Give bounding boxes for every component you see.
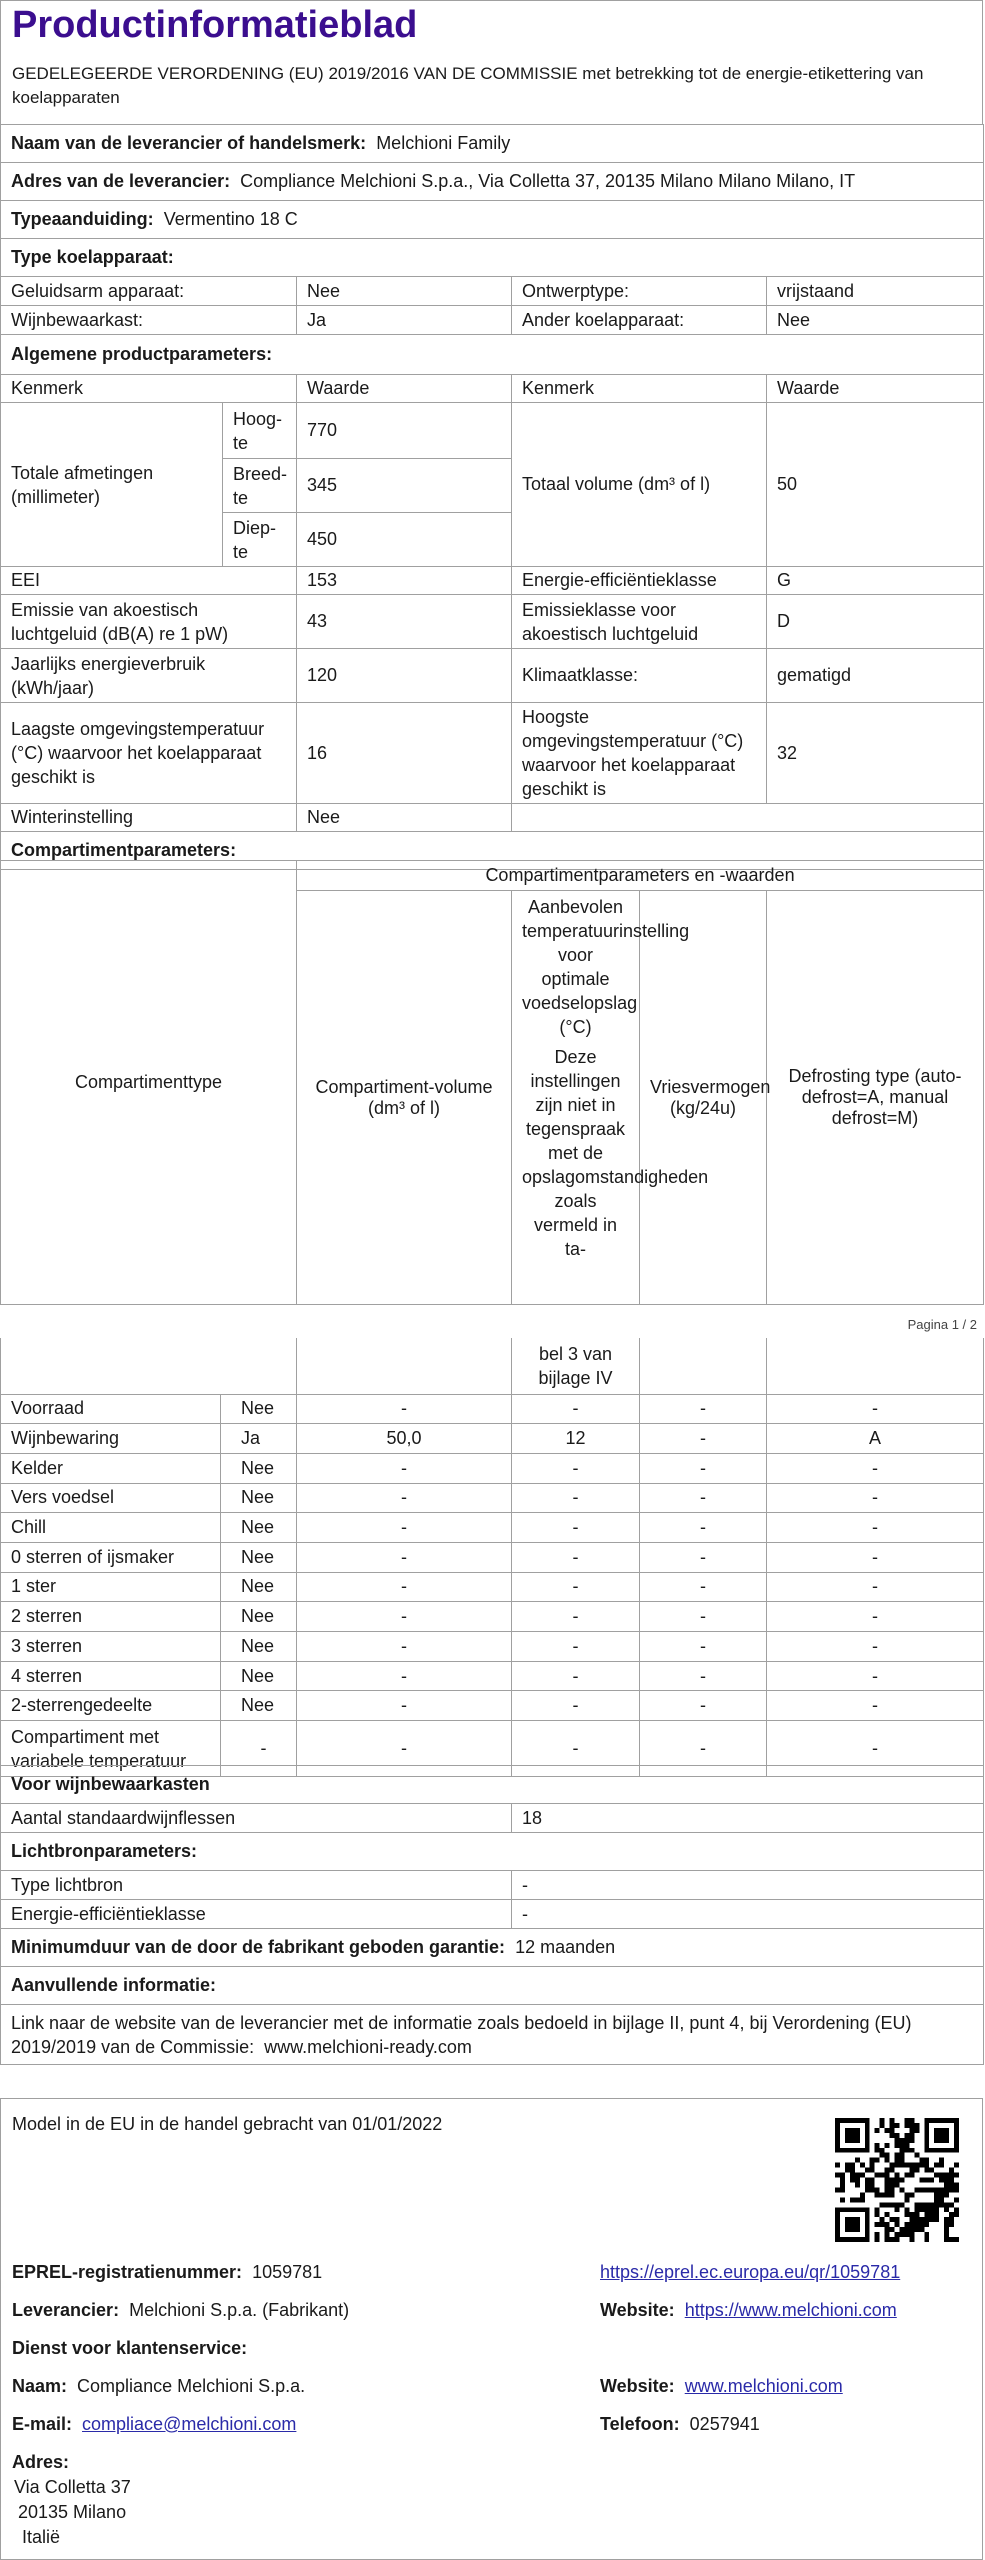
service-website-link[interactable]: www.melchioni.com	[684, 2376, 843, 2396]
model-row: Typeaanduiding: Vermentino 18 C	[1, 201, 984, 239]
compartment-table	[0, 1338, 984, 1777]
compartment-cell: -	[297, 1542, 512, 1572]
type-row: Geluidsarm apparaat: Nee Ontwerptype: vrijstaand	[1, 277, 984, 306]
compartment-cell: -	[767, 1632, 984, 1662]
compartment-row	[1, 1542, 984, 1572]
extra-link[interactable]: www.melchioni-ready.com	[264, 2036, 472, 2057]
eprel-line: EPREL-registratienummer: 1059781	[12, 2262, 323, 2282]
compartment-cell: Nee	[221, 1661, 297, 1691]
general-col-headers: Kenmerk Waarde Kenmerk Waarde	[1, 375, 984, 403]
col-freezing: Vriesvermogen (kg/24u)	[640, 891, 767, 1305]
compartment-cell: -	[767, 1602, 984, 1632]
compartment-cell: -	[767, 1483, 984, 1513]
compartment-name: Vers voedsel	[1, 1483, 221, 1513]
qr-code-icon	[835, 2118, 959, 2242]
compartment-cell: -	[297, 1691, 512, 1721]
compartment-row	[1, 1661, 984, 1691]
compartment-cell: -	[640, 1483, 767, 1513]
compartment-cell: Nee	[221, 1394, 297, 1424]
info-table-top	[0, 124, 984, 870]
compartment-name: 1 ster	[1, 1572, 221, 1602]
compartment-cell: -	[767, 1661, 984, 1691]
compartment-cell: -	[640, 1513, 767, 1543]
compartment-cell: Nee	[221, 1542, 297, 1572]
col-volume: Compartiment-volume (dm³ of l)	[297, 891, 512, 1305]
compartment-row	[1, 1394, 984, 1424]
compartment-row	[1, 1424, 984, 1454]
dimension-row: Totale afmetingen (millimeter) Hoog-te 770 Totaal volume (dm³ of l) 50	[1, 403, 984, 459]
compartment-name: Chill	[1, 1513, 221, 1543]
service-header: Dienst voor klantenservice:	[12, 2338, 248, 2358]
compartment-cell: -	[767, 1453, 984, 1483]
market-date: Model in de EU in de handel gebracht van 01/01/2022	[12, 2114, 443, 2134]
compartment-cell: Nee	[221, 1602, 297, 1632]
compartment-cell: -	[297, 1513, 512, 1543]
compartment-row	[1, 1453, 984, 1483]
compartment-cell: -	[767, 1513, 984, 1543]
eprel-link[interactable]: https://eprel.ec.europa.eu/qr/1059781	[600, 2262, 901, 2282]
compartment-cell: -	[297, 1483, 512, 1513]
general-row: Laagste omgevingstemperatuur (°C) waarvoor het koelapparaat geschikt is 16 Hoogste omgevingstemperatuur (°C) waarvoor het koelapparaat geschikt is 32	[1, 703, 984, 804]
general-row: Jaarlijks energieverbruik (kWh/jaar) 120 Klimaatklasse: gematigd	[1, 649, 984, 703]
phone-line: Telefoon: 0257941	[600, 2414, 760, 2434]
extra-text: Link naar de website van de leverancier met de informatie zoals bedoeld in bijlage II, punt 4, bij Verordening (EU) 2019/2019 van de Commissie: www.melchioni-ready.com	[1, 2005, 984, 2065]
wine-header: Voor wijnbewaarkasten	[1, 1766, 984, 1804]
page-title: Productinformatieblad	[12, 4, 418, 46]
compartment-name: 2 sterren	[1, 1602, 221, 1632]
type-row: Wijnbewaarkast: Ja Ander koelapparaat: Nee	[1, 306, 984, 335]
compartment-row	[1, 1572, 984, 1602]
compartment-cell: -	[297, 1394, 512, 1424]
col-group-header: Compartimentparameters en -waarden	[297, 861, 984, 891]
compartment-cell: -	[512, 1542, 640, 1572]
service-website-line: Website: www.melchioni.com	[600, 2376, 843, 2396]
compartment-cell: -	[767, 1394, 984, 1424]
compartment-cell: -	[767, 1572, 984, 1602]
compartment-row	[1, 1513, 984, 1543]
service-name-line: Naam: Compliance Melchioni S.p.a.	[12, 2376, 306, 2396]
compartment-cell: -	[640, 1661, 767, 1691]
supplier-line: Leverancier: Melchioni S.p.a. (Fabrikant)	[12, 2300, 350, 2320]
compartment-cell: -	[512, 1632, 640, 1662]
page-number: Pagina 1 / 2	[907, 1317, 977, 1332]
light-header: Lichtbronparameters:	[1, 1833, 984, 1871]
email-link[interactable]: compliace@melchioni.com	[82, 2414, 297, 2434]
compartment-cell: -	[221, 1721, 297, 1777]
compartment-cell: -	[640, 1394, 767, 1424]
col-temperature: Aanbevolen temperatuurinstelling voor optimale voedselopslag (°C) Deze instellingen zijn niet in tegenspraak met de opslagomstandigheden zoals vermeld in ta-	[512, 891, 640, 1305]
compartment-name: 3 sterren	[1, 1632, 221, 1662]
col-defrost: Defrosting type (auto-defrost=A, manual defrost=M)	[767, 891, 984, 1305]
compartment-name: Compartiment met variabele temperatuur	[1, 1721, 221, 1777]
compartment-cell: -	[297, 1453, 512, 1483]
compartment-name: 0 sterren of ijsmaker	[1, 1542, 221, 1572]
compartment-cell: -	[640, 1572, 767, 1602]
compartment-cell: -	[297, 1602, 512, 1632]
compartment-cell: -	[512, 1691, 640, 1721]
compartment-cell: -	[512, 1721, 640, 1777]
compartment-cell: 50,0	[297, 1424, 512, 1454]
compartment-cell: -	[512, 1513, 640, 1543]
compartment-cell: Nee	[221, 1453, 297, 1483]
compartment-head-table	[0, 860, 984, 1305]
compartment-cell: -	[640, 1602, 767, 1632]
website-line: Website: https://www.melchioni.com	[600, 2300, 897, 2320]
compartment-cell: -	[512, 1661, 640, 1691]
compartment-cell: -	[512, 1572, 640, 1602]
general-row: EEI 153 Energie-efficiëntieklasse G	[1, 567, 984, 595]
type-header: Type koelapparaat:	[1, 239, 984, 277]
compartment-row	[1, 1691, 984, 1721]
col-compartment-type: Compartimenttype	[1, 861, 297, 1305]
compartment-cell: -	[640, 1721, 767, 1777]
compartment-cell: Nee	[221, 1513, 297, 1543]
compartment-cell: Nee	[221, 1483, 297, 1513]
compartment-row	[1, 1632, 984, 1662]
compartment-cell: Nee	[221, 1632, 297, 1662]
address-label: Adres:	[12, 2452, 70, 2472]
compartment-name: 4 sterren	[1, 1661, 221, 1691]
compartment-cell: Nee	[221, 1691, 297, 1721]
compartment-cell: -	[767, 1542, 984, 1572]
compartment-row	[1, 1602, 984, 1632]
warranty-row: Minimumduur van de door de fabrikant geboden garantie: 12 maanden	[1, 1929, 984, 1967]
compartment-cell: -	[767, 1691, 984, 1721]
compartment-cell: -	[512, 1453, 640, 1483]
email-line: E-mail: compliace@melchioni.com	[12, 2414, 297, 2434]
compartment-cell: -	[640, 1632, 767, 1662]
address-row: Adres van de leverancier: Compliance Melchioni S.p.a., Via Colletta 37, 20135 Milano Milano Milano, IT	[1, 163, 984, 201]
page-subtitle: GEDELEGEERDE VERORDENING (EU) 2019/2016 VAN DE COMMISSIE met betrekking tot de energie-etikettering van koelapparaten	[12, 64, 924, 107]
compartment-cell: Ja	[221, 1424, 297, 1454]
compartment-row	[1, 1483, 984, 1513]
compartment-cell: -	[512, 1483, 640, 1513]
compartment-cell: -	[297, 1661, 512, 1691]
compartment-header: Compartimentparameters:	[1, 832, 984, 870]
compartment-cell: Nee	[221, 1572, 297, 1602]
info-table-bottom	[0, 1765, 984, 2065]
compartment-cell: -	[297, 1632, 512, 1662]
compartment-cell: -	[512, 1394, 640, 1424]
compartment-cell: -	[297, 1721, 512, 1777]
address-line: 20135 Milano	[18, 2502, 127, 2522]
compartment-name: 2-sterrengedeelte	[1, 1691, 221, 1721]
extra-header: Aanvullende informatie:	[1, 1967, 984, 2005]
wine-row: Aantal standaardwijnflessen 18	[1, 1804, 984, 1833]
address-line: Italië	[22, 2527, 61, 2547]
compartment-cell: 12	[512, 1424, 640, 1454]
general-row: Emissie van akoestisch luchtgeluid (dB(A) re 1 pW) 43 Emissieklasse voor akoestisch luchtgeluid D	[1, 595, 984, 649]
compartment-cell: -	[640, 1542, 767, 1572]
compartment-cell: -	[512, 1602, 640, 1632]
light-row: Type lichtbron -	[1, 1871, 984, 1900]
general-header: Algemene productparameters:	[1, 335, 984, 375]
compartment-continuation-row: bel 3 van bijlage IV	[1, 1338, 984, 1394]
general-row: Winterinstelling Nee	[1, 804, 984, 832]
compartment-name: Voorraad	[1, 1394, 221, 1424]
dimension-row: Breed-te 345	[1, 459, 984, 513]
light-row: Energie-efficiëntieklasse -	[1, 1900, 984, 1929]
compartment-name: Wijnbewaring	[1, 1424, 221, 1454]
compartment-cell: -	[640, 1691, 767, 1721]
compartment-name: Kelder	[1, 1453, 221, 1483]
address-line: Via Colletta 37	[14, 2477, 131, 2497]
supplier-row: Naam van de leverancier of handelsmerk: Melchioni Family	[1, 125, 984, 163]
dimension-row: Diep-te 450	[1, 513, 984, 567]
compartment-cell: -	[640, 1424, 767, 1454]
compartment-cell: -	[767, 1721, 984, 1777]
compartment-cell: -	[297, 1572, 512, 1602]
website-link[interactable]: https://www.melchioni.com	[684, 2300, 897, 2320]
compartment-cell: A	[767, 1424, 984, 1454]
compartment-cell: -	[640, 1453, 767, 1483]
